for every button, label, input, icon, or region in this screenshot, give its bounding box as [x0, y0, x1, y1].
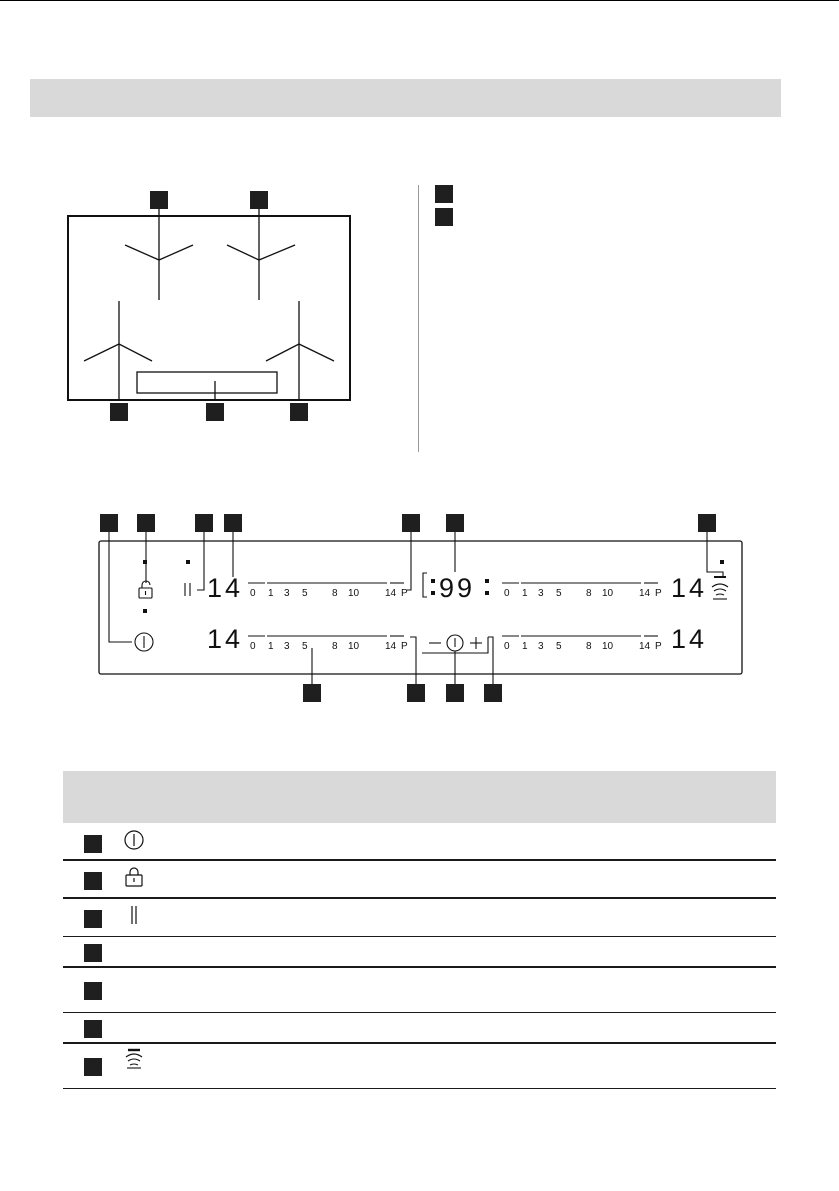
marker-control-panel	[206, 403, 224, 421]
scale-label: 0	[250, 588, 256, 599]
legend-marker-2	[435, 208, 453, 226]
table-row	[63, 823, 776, 861]
svg-text:1: 1	[268, 588, 274, 599]
svg-text:10: 10	[602, 588, 614, 599]
display-front-left: 14	[207, 624, 244, 654]
control-panel-outline	[99, 541, 742, 674]
svg-text:3: 3	[284, 588, 290, 599]
svg-text:3: 3	[538, 641, 544, 652]
svg-text:1: 1	[522, 641, 528, 652]
svg-text:0: 0	[504, 588, 510, 599]
column-divider	[418, 185, 419, 452]
svg-text:3: 3	[284, 641, 290, 652]
hob-to-hood-icon	[123, 1047, 145, 1069]
svg-text:10: 10	[348, 588, 360, 599]
svg-text:5: 5	[556, 641, 562, 652]
table-row	[63, 1013, 776, 1044]
svg-text:14: 14	[385, 641, 397, 652]
svg-text:5: 5	[302, 588, 308, 599]
svg-text:1: 1	[522, 588, 528, 599]
svg-text:10: 10	[602, 641, 614, 652]
table-row	[63, 968, 776, 1013]
power-icon	[123, 829, 145, 851]
svg-text:P: P	[655, 588, 662, 599]
marker-zone-front-left	[110, 403, 128, 421]
svg-text:8: 8	[586, 588, 592, 599]
svg-text:8: 8	[586, 641, 592, 652]
svg-text:P: P	[401, 588, 408, 599]
table-row	[63, 899, 776, 937]
marker-zone-rear-right	[250, 191, 268, 209]
svg-text:0: 0	[250, 641, 256, 652]
svg-text:3: 3	[538, 588, 544, 599]
svg-text:1: 1	[268, 641, 274, 652]
table-row	[63, 861, 776, 899]
svg-text:14: 14	[639, 588, 651, 599]
marker-zone-rear-left	[150, 191, 168, 209]
svg-text:P: P	[655, 641, 662, 652]
table-header	[63, 771, 776, 823]
svg-text:14: 14	[385, 588, 397, 599]
timer-display: 99	[439, 573, 476, 603]
marker-zone-front-right	[290, 403, 308, 421]
svg-text:5: 5	[302, 641, 308, 652]
svg-text:5: 5	[556, 588, 562, 599]
svg-text:14: 14	[639, 641, 651, 652]
control-panel-diagram	[97, 512, 747, 706]
svg-text:0: 0	[504, 641, 510, 652]
svg-text:8: 8	[332, 588, 338, 599]
lock-icon	[123, 866, 145, 888]
svg-text:P: P	[401, 641, 408, 652]
pause-icon	[123, 904, 145, 926]
cooking-surface-diagram	[60, 185, 360, 425]
page-top-rule	[0, 0, 839, 1]
display-front-right: 14	[671, 624, 708, 654]
table-row	[63, 937, 776, 968]
legend-marker-1	[435, 185, 453, 203]
display-rear-left: 14	[207, 573, 244, 603]
section-header-banner	[30, 79, 781, 117]
svg-text:8: 8	[332, 641, 338, 652]
svg-text:10: 10	[348, 641, 360, 652]
table-row	[63, 1044, 776, 1089]
display-rear-right: 14	[671, 573, 708, 603]
